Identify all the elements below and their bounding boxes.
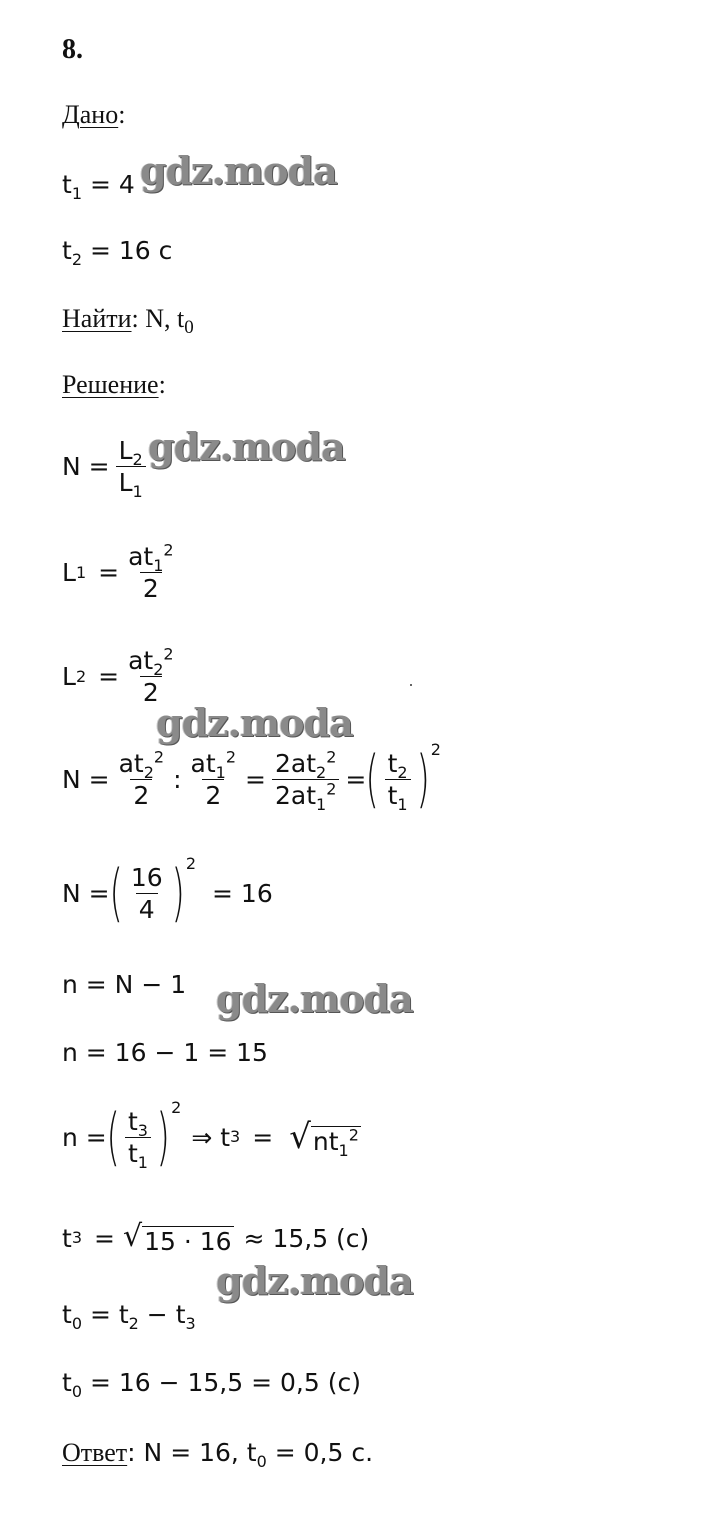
t0c-var: t — [62, 1368, 72, 1397]
n-def-lhs: N = — [62, 452, 110, 481]
eq-l2: L 2 = $\frac{at_2^2}{2}$ — [62, 648, 183, 705]
t0f-s2: 2 — [128, 1314, 139, 1333]
t3-root: 15 · 16 — [144, 1227, 232, 1256]
t1-rest: = 4 — [82, 170, 135, 199]
given-colon: : — [118, 100, 126, 129]
l2-num: at — [128, 646, 154, 675]
ratio-div: : — [173, 764, 182, 794]
answer-label: Ответ — [62, 1438, 128, 1467]
l1-num-sup: 2 — [163, 540, 174, 560]
ratio-f2-sup: 2 — [225, 747, 237, 767]
ratio-left-paren: ( — [365, 742, 380, 815]
find-line — [62, 306, 194, 337]
l2-eq: = — [98, 662, 120, 691]
watermark: gdz.moda — [156, 700, 353, 745]
ratio-f1-den: 2 — [130, 779, 152, 808]
t0f-s3: 3 — [185, 1314, 196, 1333]
eq-n-ratio — [62, 740, 441, 815]
nt3-root-sup: 2 — [348, 1125, 359, 1145]
eq-n-definition — [62, 436, 152, 501]
find-sub: 0 — [184, 317, 194, 339]
t2-sub: 2 — [71, 250, 82, 269]
nt3-num: t — [127, 1106, 138, 1136]
t1-var: t — [62, 170, 72, 199]
l1-num-sub: 1 — [153, 556, 164, 575]
eq-t0-calc — [62, 1368, 361, 1401]
t2-var: t — [62, 236, 72, 265]
n-def-num: L — [118, 436, 133, 465]
nt3-dsub: 1 — [137, 1152, 148, 1172]
answer-line — [62, 1440, 373, 1470]
nt3-arrow: ⇒ t — [191, 1122, 231, 1152]
l2-var: L — [62, 662, 76, 691]
t0f-minus: − t — [146, 1300, 186, 1329]
n-def-den-sub: 1 — [132, 482, 143, 501]
t0f-eq: = t — [89, 1300, 129, 1329]
t3-rest: ≈ 15,5 (c) — [243, 1223, 370, 1253]
t3-var: t — [62, 1223, 72, 1253]
solution-label: Решение — [62, 370, 159, 399]
solution-heading — [62, 372, 166, 398]
l2-fraction — [125, 644, 177, 707]
nval-rhs: = 16 — [212, 878, 273, 908]
l1-var: L — [62, 558, 76, 587]
answer-rest2: = 0,5 с. — [266, 1438, 374, 1467]
nt3-root: nt — [312, 1127, 339, 1156]
find-label: Найти — [62, 304, 132, 333]
nval-lhs: N = — [62, 878, 110, 908]
ratio-f2-sub: 1 — [215, 762, 226, 782]
nt3-nsub: 3 — [137, 1120, 148, 1140]
watermark: gdz.moda — [148, 424, 345, 469]
ratio-frac-3 — [272, 747, 339, 814]
ratio-frac-1 — [116, 747, 168, 810]
nval-fraction — [128, 862, 166, 924]
t1-sub: 1 — [71, 184, 82, 203]
answer-rest1: : N = 16, t — [127, 1438, 257, 1467]
nval-right-paren: ) — [171, 856, 185, 929]
ratio-lhs: N = — [62, 764, 110, 794]
ratio-eq-1: = — [245, 764, 266, 794]
eq-n-calc: n = 16 − 1 = 15 — [62, 1038, 268, 1067]
nval-den: 4 — [136, 893, 158, 922]
ratio-f2-den: 2 — [202, 779, 224, 808]
nt3-pow: 2 — [171, 1098, 182, 1117]
l2-num-sub: 2 — [153, 660, 164, 679]
eq-n-value — [62, 854, 273, 929]
ratio-f4-nsub: 2 — [397, 762, 408, 782]
l2-den: 2 — [140, 676, 162, 705]
nval-left-paren: ( — [109, 856, 123, 929]
sqrt-symbol: √ — [289, 1117, 311, 1157]
nt3-fraction — [125, 1106, 151, 1172]
eq-n-small: n = N − 1 — [62, 970, 187, 999]
ratio-f2-num: at — [190, 748, 216, 778]
sqrt-symbol-2: √ — [122, 1219, 143, 1254]
t3-eq: = — [94, 1223, 115, 1253]
ratio-f1-sub: 2 — [143, 762, 154, 782]
nt3-right-paren: ) — [156, 1100, 170, 1173]
l1-eq: = — [98, 558, 120, 587]
nt3-root-sub: 1 — [338, 1141, 349, 1160]
eq-t3: t 3 = √ 15 · 16 ≈ 15,5 (c) — [62, 1219, 370, 1256]
ratio-f1-num: at — [118, 748, 144, 778]
ratio-f3-num: 2at — [275, 748, 317, 778]
eq-l1: L 1 = $\frac{at_1^2}{2}$ — [62, 544, 183, 601]
ratio-right-paren: ) — [416, 742, 430, 815]
n-def-fraction — [116, 436, 146, 501]
nval-num: 16 — [130, 862, 163, 892]
l2-num-sup: 2 — [163, 644, 174, 664]
given-label: Дано — [62, 100, 119, 129]
ratio-f3-den: 2at — [275, 780, 317, 810]
ratio-pow: 2 — [430, 740, 441, 759]
watermark: gdz.moda — [140, 148, 337, 193]
nt3-lhs: n = — [62, 1122, 107, 1152]
ratio-f3-dsup: 2 — [326, 779, 337, 799]
given-t1 — [62, 170, 135, 203]
ratio-f4-den: t — [387, 780, 398, 810]
l1-fraction — [125, 540, 177, 603]
n-def-num-sub: 2 — [132, 450, 143, 469]
nval-pow: 2 — [185, 854, 197, 873]
t0f-sub: 0 — [71, 1314, 82, 1333]
t0c-sub: 0 — [71, 1382, 82, 1401]
nt3-eq: = — [252, 1122, 274, 1152]
t2-rest: = 16 с — [82, 236, 173, 265]
watermark: gdz.moda — [216, 976, 413, 1021]
ratio-f3-nsup: 2 — [326, 747, 337, 767]
t3-sqrt — [122, 1219, 234, 1256]
ratio-frac-4 — [385, 748, 411, 814]
watermark: gdz.moda — [216, 1258, 413, 1303]
l1-den: 2 — [140, 572, 162, 601]
ratio-eq-2: = — [345, 764, 367, 794]
l1-num: at — [128, 542, 154, 571]
t0c-rest: = 16 − 15,5 = 0,5 (c) — [89, 1368, 361, 1397]
nt3-den: t — [127, 1138, 138, 1168]
eq-t0-formula — [62, 1300, 196, 1333]
ratio-frac-2 — [188, 747, 240, 810]
nt3-sqrt — [289, 1117, 361, 1160]
ratio-f1-sup: 2 — [153, 747, 165, 767]
ratio-f4-num: t — [387, 748, 398, 778]
t0f-var: t — [62, 1300, 72, 1329]
eq-n-t3: n = ( $\frac{t_3}{t_1}$ ) 2 ⇒ t 3 = √ $nt_1^2$ — [62, 1098, 359, 1173]
given-heading — [62, 102, 125, 128]
ratio-f3-nsub: 2 — [316, 762, 327, 782]
stray-dot — [410, 684, 412, 686]
problem-number: 8. — [62, 34, 83, 65]
nt3-left-paren: ( — [106, 1100, 120, 1173]
ratio-f4-dsub: 1 — [397, 794, 408, 814]
given-t2 — [62, 236, 173, 269]
find-rest: : N, t — [131, 304, 185, 333]
n-def-den: L — [118, 468, 133, 497]
ratio-f3-dsub: 1 — [316, 794, 327, 814]
solution-colon: : — [158, 370, 166, 399]
answer-sub: 0 — [256, 1452, 267, 1472]
